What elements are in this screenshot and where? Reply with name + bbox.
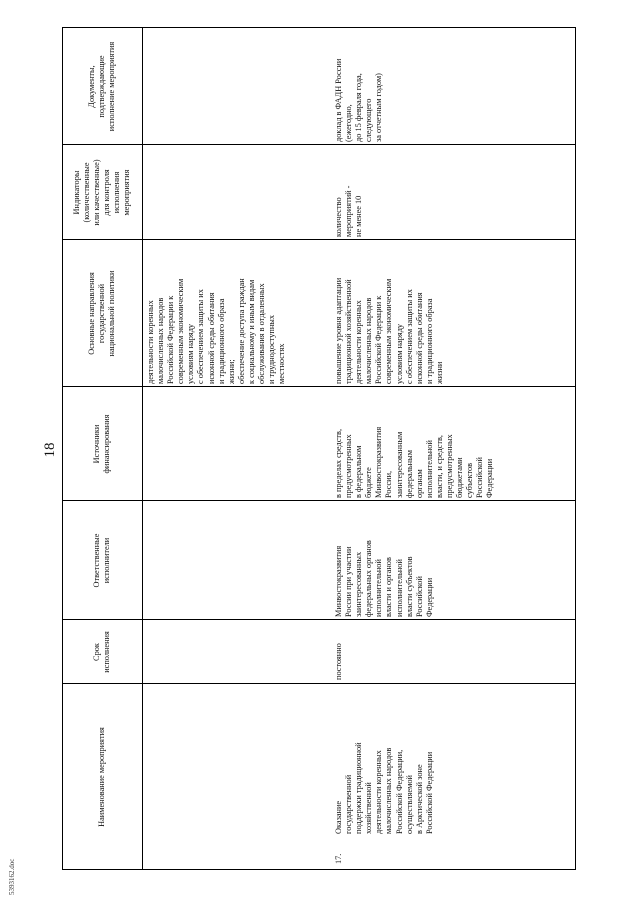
header-name: Наименование мероприятия bbox=[96, 727, 106, 827]
row-term: постоянно bbox=[334, 643, 343, 680]
row-number: 17. bbox=[334, 853, 343, 864]
header-directions: Основные направления государственной национальной политики bbox=[86, 270, 117, 357]
page-number: 18 bbox=[42, 442, 58, 458]
measures-table bbox=[62, 28, 575, 870]
row-executors: Минвостокразвития России при участии заинтересованных федеральных органов исполнительной власти и органов исполнительной власти субъектов Российской Федерации bbox=[334, 540, 434, 617]
row-documents: доклад в ФАДН России (ежегодно, до 15 февраля года, следующего за отчетным годом) bbox=[334, 58, 384, 142]
table-border-bottom bbox=[575, 28, 576, 870]
row-funding: в пределах средств, предусмотренных в федеральном бюджете Минвостокразвития России, заинтересованным федеральным органам исполнительной власти, и средств, предусмотренных бюджетами субъектов Российской Федерации bbox=[334, 426, 495, 498]
header-indicators: Индикаторы (количественные или качественные) для контроля исполнения мероприятия bbox=[71, 159, 132, 226]
file-name-footer: 5393162.doc bbox=[8, 858, 16, 895]
header-funding: Источники финансирования bbox=[91, 414, 111, 474]
header-executors: Ответственные исполнители bbox=[91, 533, 111, 588]
row-directions: повышение уровня адаптации традиционной хозяйственной деятельности коренных малочисленных народов Российской Федерации к современным экономическим условиям наряду с обеспечением защиты их исконной среды обитания и традиционного образа жизни bbox=[334, 277, 444, 384]
continued-directions: деятельности коренных малочисленных народов Российской Федерации к современным экономическим условиям наряду с обеспечением защиты их исконной среды обитания и традиционного образа жизни; обеспечение доступа граждан к социальному и иным видам обслуживания в отдаленных и труднодоступных местностях bbox=[146, 278, 287, 384]
header-term: Срок исполнения bbox=[91, 631, 111, 673]
row-indicators: количество мероприятий - не менее 10 bbox=[334, 185, 364, 237]
header-documents: Документы, подтверждающие исполнение мероприятия bbox=[86, 41, 117, 132]
header-divider bbox=[142, 28, 143, 870]
row-name: Оказание государственной поддержки традиционной хозяйственной деятельности коренных малочисленных народов Российской Федерации, осуществляемой в Арктической зоне Российской Федерации bbox=[334, 742, 434, 834]
